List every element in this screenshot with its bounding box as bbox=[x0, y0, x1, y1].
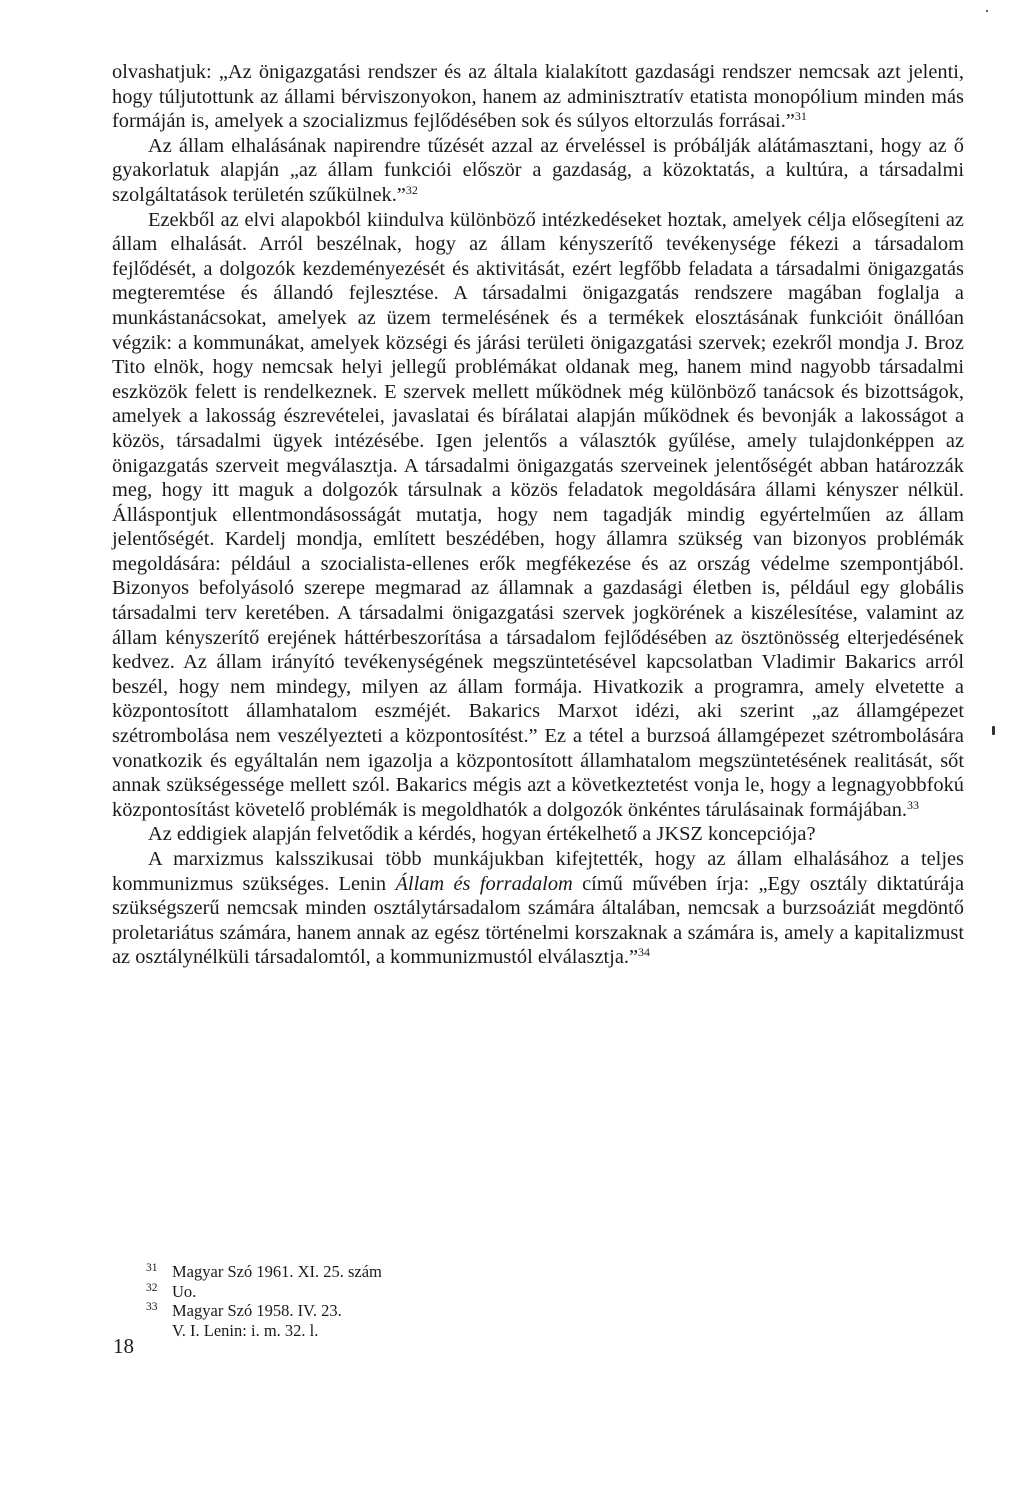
paragraph-text: A marxizmus kalsszikusai több munkájukban kifejtették, hogy az állam elhalásához a teljes kommunizmus szükséges. Lenin bbox=[112, 848, 964, 895]
footnote-text: V. I. Lenin: i. m. 32. l. bbox=[172, 1320, 319, 1340]
paragraph bbox=[112, 60, 964, 134]
scan-speck bbox=[986, 10, 988, 12]
paragraph-text: Az eddigiek alapján felvetődik a kérdés, hogyan értékelhető a JKSZ koncepciója? bbox=[148, 823, 816, 846]
page-number: 18 bbox=[113, 1334, 134, 1358]
paragraph bbox=[112, 822, 964, 847]
footnote: 32 Uo. bbox=[146, 1281, 197, 1301]
footnote-reference: 32 bbox=[405, 182, 418, 197]
footnote-text: Magyar Szó 1961. XI. 25. szám bbox=[172, 1262, 382, 1281]
footnote-text: Magyar Szó 1958. IV. 23. bbox=[172, 1301, 342, 1321]
scan-speck bbox=[992, 726, 995, 735]
footnotes bbox=[146, 1262, 646, 1340]
footnote-reference: 33 bbox=[907, 797, 920, 812]
paragraph-text: Ezekből az elvi alapokból kiindulva különböző intézkedéseket hoztak, amelyek célja elősegíteni az állam elhalását. Arról beszélnak, hogy az állam kényszerítő tevékenysége fékezi a társadalom fejlődését, a dolgozók kezdeményezését és aktivitását, ezért legfőbb feladata a társadalmi önigazgatás megteremtése és állandó fejlesztése. A társadalmi önigazgatás rendszere magában foglalja a munkástanácsokat, amelyek az üzem termelésének és a termékek elosztásának funkcióit önállóan végzik: a kommunákat, amelyek községi és járási területi önigazgatási szervek; ezekről mondja J. Broz Tito elnök, hogy nemcsak helyi jellegű problémákat oldanak meg, hanem mind nagyobb társadalmi eszközök felett is rendelkeznek. E szervek mellett működnek még különböző tanácsok és bizottságok, amelyek a lakosság észrevételei, javaslatai és bírálatai alapján működnek és bevonják a lakosságot a közös, társadalmi ügyek intézésébe. Igen jelentős a választók gyűlése, amely tulajdonképpen az önigazgatás szerveit megválasztja. A társadalmi önigazgatás szerveinek jelentőségét abban határozzák meg, hogy itt maguk a dolgozók társulnak a közös feladatok megoldására állami kényszer nélkül. Álláspontjuk ellentmondásosságát mutatja, hogy nem tagadják mindig egyértelműen az állam jelentőségét. Kardelj mondja, említett beszédében, hogy államra szükség van bizonyos problémák megoldására: például a szocialista-ellenes erők megfékezése és az ország védelme szempontjából. Bizonyos befolyásoló szerepe megmarad az államnak a gazdasági életben is, például egy globális társadalmi terv keretében. A társadalmi önigazgatási szervek jogkörének a kiszélesítése, valamint az állam kényszerítő erejének háttérbeszorítása a társadalom fejlődésében az ösztönösség elterjedésének kedvez. Az állam irányító tevékenységének megszüntetésével kapcsolatban Vladimir Bakarics arról beszél, hogy nem mindegy, milyen az állam formája. Hivatkozik a programra, amely elvetette a központosított államhatalom eszméjét. Bakarics Marxot idézi, aki szerint „az államgépezet szétrombolása nem veszélyezteti a központosítést.” Ez a tétel a burzsoá államgépezet szétrombolására vonatkozik és egyáltalán nem igazolja a központosított államhatalom megszüntetésének realitását, sőt annak szükségessége mellett szól. Bakarics mégis azt a következtetést vonja le, hogy a legnagyobbfokú központosítást követelő problémák is megoldhatók a dolgozók önkéntes tárulásainak formájában. bbox=[112, 208, 964, 821]
paragraph-text: Az állam elhalásának napirendre tűzését azzal az érveléssel is próbálják alátámasztani, hogy az ő gyakorlatuk alapján „az állam funkciói először a gazdaság, a közoktatás, a kultúra, a társadalmi szolgáltatások területén szűkülnek.” bbox=[112, 134, 964, 206]
footnote bbox=[146, 1321, 646, 1341]
footnote: 33 Magyar Szó 1958. IV. 23. bbox=[146, 1301, 342, 1321]
paragraph-text: című művében írja: „Egy osztály diktatúrája szükségszerű nemcsak minden osztálytársadalom számára általában, nemcsak a burzsoáziát megdöntő proletariátus számára, hanem annak az egész történelmi korszaknak a számára is, amely a kapitalizmust az osztálynélküli társadalomtól, a kommunizmustól elválasztja.” bbox=[112, 872, 965, 969]
footnote-text: Uo. bbox=[172, 1281, 197, 1301]
footnote-reference: 31 bbox=[794, 109, 807, 124]
paragraph bbox=[112, 208, 964, 823]
footnote-reference: 34 bbox=[638, 945, 651, 960]
paragraph bbox=[112, 134, 964, 208]
body-text bbox=[112, 60, 964, 970]
paragraph-text: olvashatjuk: „Az önigazgatási rendszer és az általa kialakított gazdasági rendszer nemcsak azt jelenti, hogy túljutottunk az állami bérviszonyokon, hanem az adminisztratív etatista monopólium minden más formáján is, amelyek a szocializmus fejlődésében sok és súlyos eltorzulás forrásai.” bbox=[112, 61, 964, 133]
italic-title: Állam és forradalom bbox=[395, 872, 573, 895]
footnote: 31 Magyar Szó 1961. XI. 25. szám bbox=[146, 1262, 382, 1281]
paragraph bbox=[112, 847, 964, 970]
